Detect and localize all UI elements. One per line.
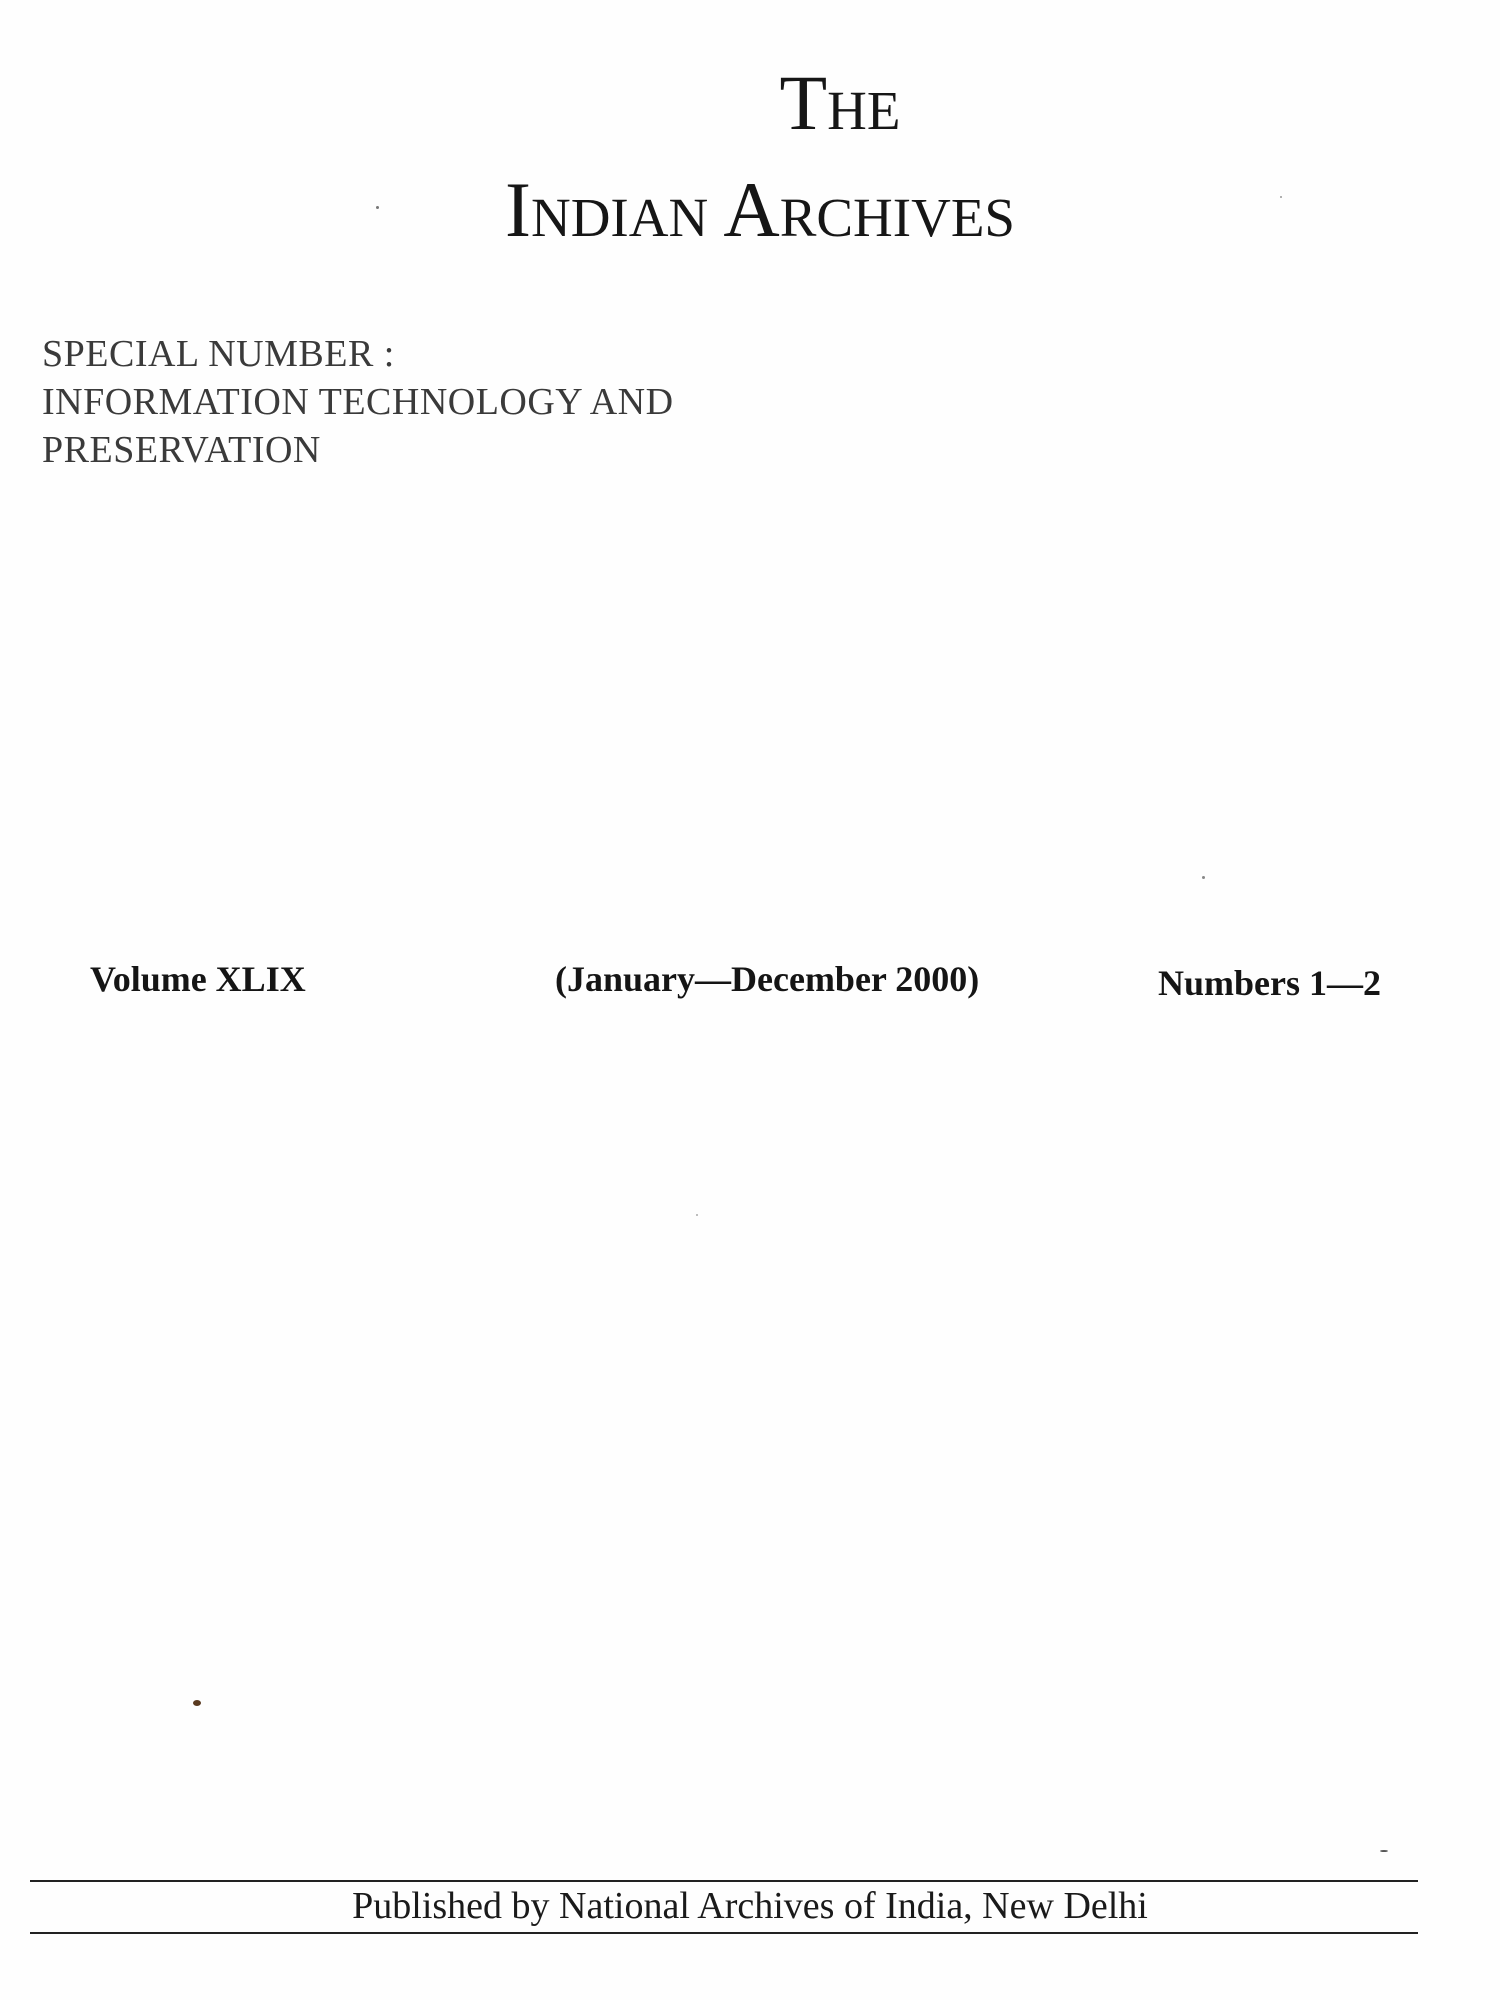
footer-rule-top: [30, 1880, 1418, 1882]
journal-title-line-1: The: [779, 59, 901, 146]
special-number-topic-line-2: PRESERVATION: [42, 429, 321, 471]
scan-speck: [1202, 876, 1205, 879]
scan-speck: [1380, 1850, 1388, 1852]
special-number-heading: [42, 330, 674, 474]
scan-speck: [1280, 196, 1282, 198]
scan-speck: [696, 1214, 698, 1216]
scan-speck: [193, 1700, 201, 1706]
journal-title-line-2: Indian Archives: [505, 166, 1015, 253]
special-number-label: SPECIAL NUMBER :: [42, 333, 395, 375]
special-number-topic-line-1: INFORMATION TECHNOLOGY AND: [42, 381, 674, 423]
volume-label: Volume XLIX: [90, 959, 306, 999]
issue-period: (January—December 2000): [555, 959, 980, 999]
scan-speck: [376, 206, 379, 209]
footer-rule-bottom: [30, 1932, 1418, 1934]
publisher-line: Published by National Archives of India, New Delhi: [352, 1885, 1148, 1927]
issue-numbers: Numbers 1—2: [1158, 963, 1381, 1003]
